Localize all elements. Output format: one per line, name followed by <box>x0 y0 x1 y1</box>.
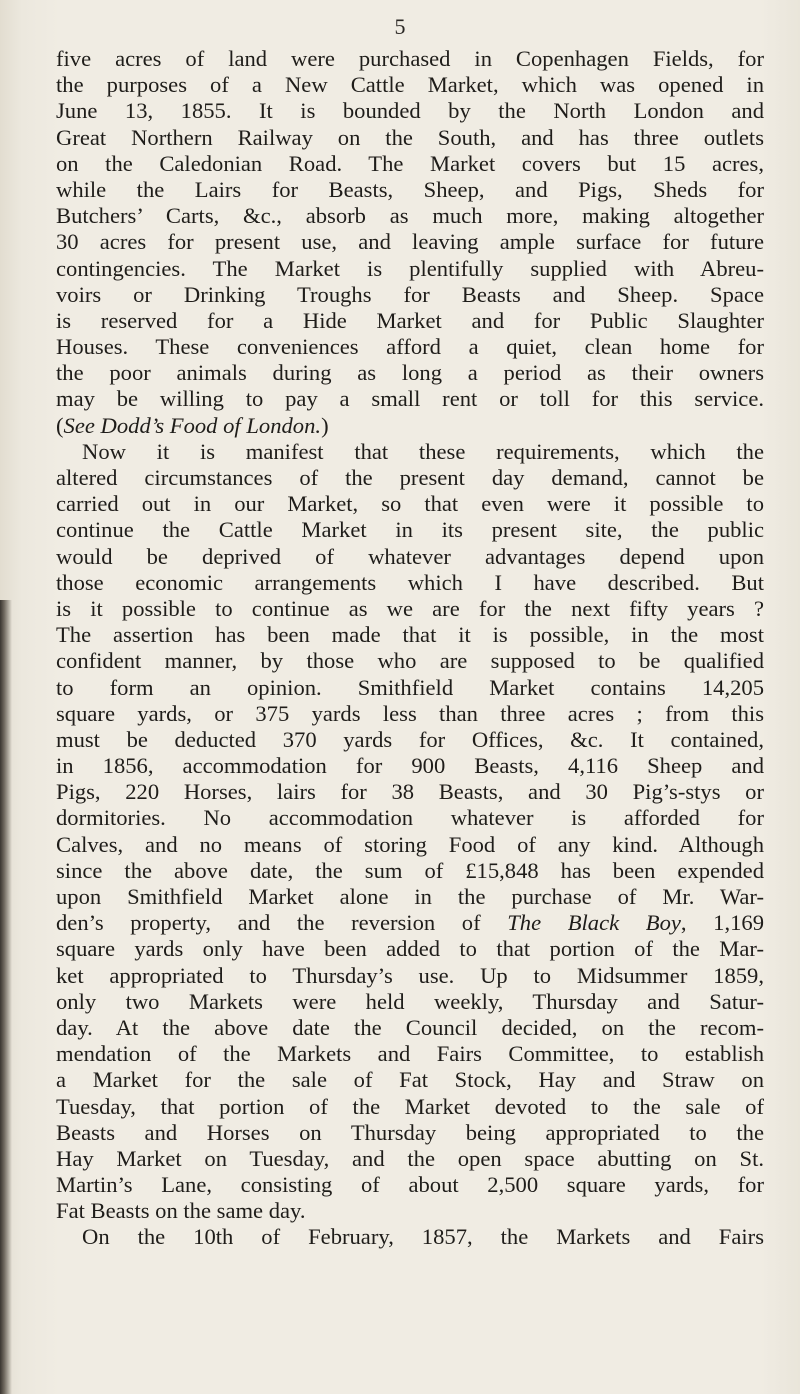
text-line: Martin’s Lane, consisting of about 2,500 square yards, for <box>56 1172 764 1198</box>
text-line: continue the Cattle Market in its present site, the public <box>56 517 764 543</box>
page-number: 5 <box>394 14 406 39</box>
text-line: square yards only have been added to that portion of the Mar- <box>56 936 764 962</box>
text-line: to form an opinion. Smithfield Market contains 14,205 <box>56 674 764 700</box>
text-line: mendation of the Markets and Fairs Committee, to establish <box>56 1041 764 1067</box>
paragraph-start-line: On the 10th of February, 1857, the Markets and Fairs <box>82 1224 764 1250</box>
text-line: is it possible to continue as we are for the next fifty years ? <box>56 595 764 621</box>
text-line: altered circumstances of the present day demand, cannot be <box>56 465 764 490</box>
text-line: ket appropriated to Thursday’s use. Up to Midsummer 1859, <box>56 962 764 988</box>
text-line: day. At the above date the Council decided, on the recom- <box>56 1014 764 1040</box>
text-line: Beasts and Horses on Thursday being appropriated to the <box>56 1119 764 1145</box>
text-line: Hay Market on Tuesday, and the open space abutting on St. <box>56 1145 764 1171</box>
text-line: den’s property, and the reversion of The Black Boy, 1,169 <box>56 910 764 936</box>
text-line: five acres of land were purchased in Copenhagen Fields, for <box>56 46 764 71</box>
italic-title: The Black Boy <box>507 910 681 936</box>
text-line: while the Lairs for Beasts, Sheep, and Pigs, Sheds for <box>56 176 764 202</box>
text-line: since the above date, the sum of £15,848 has been expended <box>56 857 764 883</box>
text-line: Houses. These conveniences afford a quiet, clean home for <box>56 334 764 360</box>
text-line: may be willing to pay a small rent or toll for this service. <box>56 386 764 412</box>
text-line: only two Markets were held weekly, Thursday and Satur- <box>56 988 764 1014</box>
text-line: voirs or Drinking Troughs for Beasts and Sheep. Space <box>56 281 764 307</box>
paragraph-start-line: Now it is manifest that these requirements, which the <box>82 438 764 464</box>
text-line: those economic arrangements which I have described. But <box>56 569 764 595</box>
citation-line: (See Dodd’s Food of London.) <box>56 412 329 438</box>
text-line: the purposes of a New Cattle Market, which was opened in <box>56 72 764 98</box>
text-line: The assertion has been made that it is possible, in the most <box>56 622 764 648</box>
text-line: carried out in our Market, so that even were it possible to <box>56 491 764 517</box>
text-line: Great Northern Railway on the South, and has three outlets <box>56 124 764 150</box>
text-line: 30 acres for present use, and leaving ample surface for future <box>56 229 764 255</box>
text-line: in 1856, accommodation for 900 Beasts, 4,116 Sheep and <box>56 753 764 779</box>
text-line: a Market for the sale of Fat Stock, Hay and Straw on <box>56 1067 764 1093</box>
text-line: dormitories. No accommodation whatever is afforded for <box>56 805 764 831</box>
paragraph-end-line: Fat Beasts on the same day. <box>56 1198 306 1224</box>
text-line: would be deprived of whatever advantages depend upon <box>56 543 764 569</box>
text-line: Butchers’ Carts, &c., absorb as much more, making altogether <box>56 203 764 229</box>
text-line: on the Caledonian Road. The Market covers but 15 acres, <box>56 150 764 176</box>
text-line: contingencies. The Market is plentifully supplied with Abreu- <box>56 255 764 281</box>
binding-shadow <box>0 600 12 1394</box>
text-line: Pigs, 220 Horses, lairs for 38 Beasts, and 30 Pig’s-stys or <box>56 779 764 805</box>
text-line: June 13, 1855. It is bounded by the North London and <box>56 98 764 124</box>
body-text <box>56 46 764 1251</box>
text-line: the poor animals during as long a period as their owners <box>56 360 764 386</box>
text-line: square yards, or 375 yards less than three acres ; from this <box>56 700 764 726</box>
text-line: is reserved for a Hide Market and for Public Slaughter <box>56 307 764 333</box>
text-line: upon Smithfield Market alone in the purchase of Mr. War- <box>56 884 764 909</box>
text-line: Tuesday, that portion of the Market devoted to the sale of <box>56 1093 764 1119</box>
text-line: must be deducted 370 yards for Offices, &c. It contained, <box>56 726 764 752</box>
text-line: confident manner, by those who are supposed to be qualified <box>56 648 764 674</box>
citation-title: See Dodd’s Food of London. <box>63 412 322 438</box>
text-line: Calves, and no means of storing Food of any kind. Although <box>56 831 764 857</box>
